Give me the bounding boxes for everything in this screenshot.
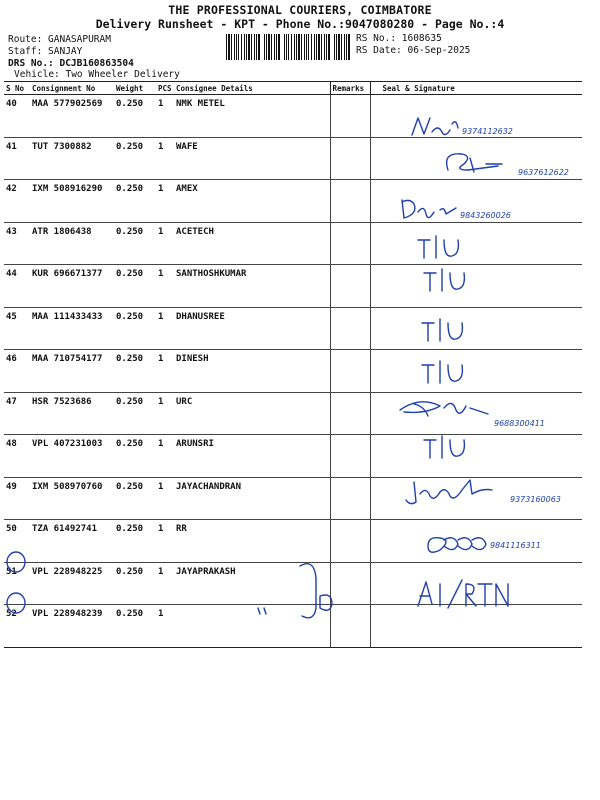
cell-weight: 0.250 [114, 392, 156, 435]
cell-weight: 0.250 [114, 520, 156, 563]
handwritten-phone-row50: 9841116311 [490, 541, 541, 550]
cell-sno: 41 [4, 137, 30, 180]
cell-consignee: AMEX [174, 180, 330, 223]
cell-remarks [330, 307, 370, 350]
table-row [4, 562, 582, 605]
cell-remarks [330, 95, 370, 138]
header-weight: Weight [114, 82, 156, 95]
cell-sno: 42 [4, 180, 30, 223]
cell-sno: 46 [4, 350, 30, 393]
cell-signature [370, 350, 582, 393]
handwritten-phone-row42: 9843260026 [460, 211, 511, 220]
cell-remarks [330, 562, 370, 605]
cell-weight: 0.250 [114, 222, 156, 265]
cell-consignment: HSR 7523686 [30, 392, 114, 435]
cell-remarks [330, 520, 370, 563]
table-row [4, 392, 582, 435]
cell-sno: 52 [4, 605, 30, 648]
cell-pcs: 1 [156, 222, 174, 265]
runsheet-table [4, 81, 582, 648]
header-sno: S No [4, 82, 30, 95]
header-signature: Seal & Signature [370, 82, 582, 95]
cell-signature [370, 307, 582, 350]
cell-pcs: 1 [156, 95, 174, 138]
cell-remarks [330, 350, 370, 393]
cell-consignment: ATR 1806438 [30, 222, 114, 265]
cell-signature [370, 137, 582, 180]
table-row [4, 222, 582, 265]
cell-weight: 0.250 [114, 180, 156, 223]
cell-remarks [330, 435, 370, 478]
cell-consignment: VPL 228948239 [30, 605, 114, 648]
handwritten-phone-row47: 9688300411 [494, 419, 545, 428]
cell-sno: 40 [4, 95, 30, 138]
table-row [4, 137, 582, 180]
cell-signature [370, 520, 582, 563]
table-row [4, 477, 582, 520]
runsheet-subtitle: Delivery Runsheet - KPT - Phone No.:9047080280 - Page No.:4 [95, 17, 505, 31]
cell-remarks [330, 265, 370, 308]
cell-pcs: 1 [156, 137, 174, 180]
cell-weight: 0.250 [114, 265, 156, 308]
cell-consignee: JAYACHANDRAN [174, 477, 330, 520]
handwritten-phone-row41: 9637612622 [518, 168, 569, 177]
header-pcs: PCS [156, 82, 174, 95]
cell-signature [370, 435, 582, 478]
cell-consignee: URC [174, 392, 330, 435]
cell-consignment: MAA 577902569 [30, 95, 114, 138]
cell-signature [370, 180, 582, 223]
cell-consignee: RR [174, 520, 330, 563]
cell-consignee: DINESH [174, 350, 330, 393]
cell-consignee: WAFE [174, 137, 330, 180]
cell-weight: 0.250 [114, 562, 156, 605]
cell-sno: 48 [4, 435, 30, 478]
cell-consignment: VPL 228948225 [30, 562, 114, 605]
cell-consignment: IXM 508970760 [30, 477, 114, 520]
table-row [4, 605, 582, 648]
cell-signature [370, 95, 582, 138]
table-row [4, 180, 582, 223]
rs-date: RS Date: 06-Sep-2025 [356, 45, 471, 56]
cell-pcs: 1 [156, 350, 174, 393]
cell-weight: 0.250 [114, 350, 156, 393]
handwritten-phone-row49: 9373160063 [510, 495, 561, 504]
cell-pcs: 1 [156, 520, 174, 563]
cell-consignee [174, 605, 330, 648]
cell-signature [370, 477, 582, 520]
cell-signature [370, 222, 582, 265]
table-row [4, 95, 582, 138]
table-row [4, 265, 582, 308]
cell-signature [370, 562, 582, 605]
cell-sno: 43 [4, 222, 30, 265]
handwritten-phone-row40: 9374112632 [462, 127, 513, 136]
cell-pcs: 1 [156, 392, 174, 435]
table-row [4, 435, 582, 478]
cell-remarks [330, 222, 370, 265]
rs-number: RS No.: 1608635 [356, 33, 442, 44]
table-header-row [4, 82, 582, 95]
drs-number: DRS No.: DCJB160863504 [8, 58, 134, 69]
cell-weight: 0.250 [114, 95, 156, 138]
cell-signature [370, 265, 582, 308]
route-label: Route: GANASAPURAM [8, 34, 111, 45]
cell-remarks [330, 137, 370, 180]
cell-pcs: 1 [156, 307, 174, 350]
cell-consignee: ACETECH [174, 222, 330, 265]
cell-signature [370, 392, 582, 435]
cell-consignee: JAYAPRAKASH [174, 562, 330, 605]
staff-label: Staff: SANJAY [8, 46, 83, 57]
header-consignee: Consignee Details [174, 82, 330, 95]
cell-consignment: TUT 7300882 [30, 137, 114, 180]
cell-pcs: 1 [156, 477, 174, 520]
cell-weight: 0.250 [114, 477, 156, 520]
cell-sno: 44 [4, 265, 30, 308]
cell-consignment: IXM 508916290 [30, 180, 114, 223]
table-row [4, 520, 582, 563]
table-row [4, 350, 582, 393]
cell-pcs: 1 [156, 562, 174, 605]
vehicle-label: Vehicle: Two Wheeler Delivery [14, 69, 180, 80]
cell-weight: 0.250 [114, 307, 156, 350]
cell-sno: 47 [4, 392, 30, 435]
cell-consignment: TZA 61492741 [30, 520, 114, 563]
company-title: THE PROFESSIONAL COURIERS, COIMBATORE [168, 3, 432, 17]
cell-pcs: 1 [156, 180, 174, 223]
cell-pcs: 1 [156, 605, 174, 648]
cell-sno: 49 [4, 477, 30, 520]
cell-consignment: VPL 407231003 [30, 435, 114, 478]
cell-consignment: KUR 696671377 [30, 265, 114, 308]
cell-remarks [330, 605, 370, 648]
barcode [226, 34, 350, 60]
cell-weight: 0.250 [114, 435, 156, 478]
header-remarks: Remarks [330, 82, 370, 95]
cell-weight: 0.250 [114, 137, 156, 180]
cell-consignee: DHANUSREE [174, 307, 330, 350]
header-consignment: Consignment No [30, 82, 114, 95]
cell-remarks [330, 477, 370, 520]
cell-consignee: NMK METEL [174, 95, 330, 138]
cell-remarks [330, 180, 370, 223]
cell-consignee: SANTHOSHKUMAR [174, 265, 330, 308]
cell-consignee: ARUNSRI [174, 435, 330, 478]
cell-consignment: MAA 710754177 [30, 350, 114, 393]
cell-remarks [330, 392, 370, 435]
table-row [4, 307, 582, 350]
cell-pcs: 1 [156, 435, 174, 478]
cell-weight: 0.250 [114, 605, 156, 648]
cell-signature [370, 605, 582, 648]
cell-sno: 45 [4, 307, 30, 350]
cell-pcs: 1 [156, 265, 174, 308]
cell-consignment: MAA 111433433 [30, 307, 114, 350]
cell-sno: 50 [4, 520, 30, 563]
cell-sno: 51 [4, 562, 30, 605]
